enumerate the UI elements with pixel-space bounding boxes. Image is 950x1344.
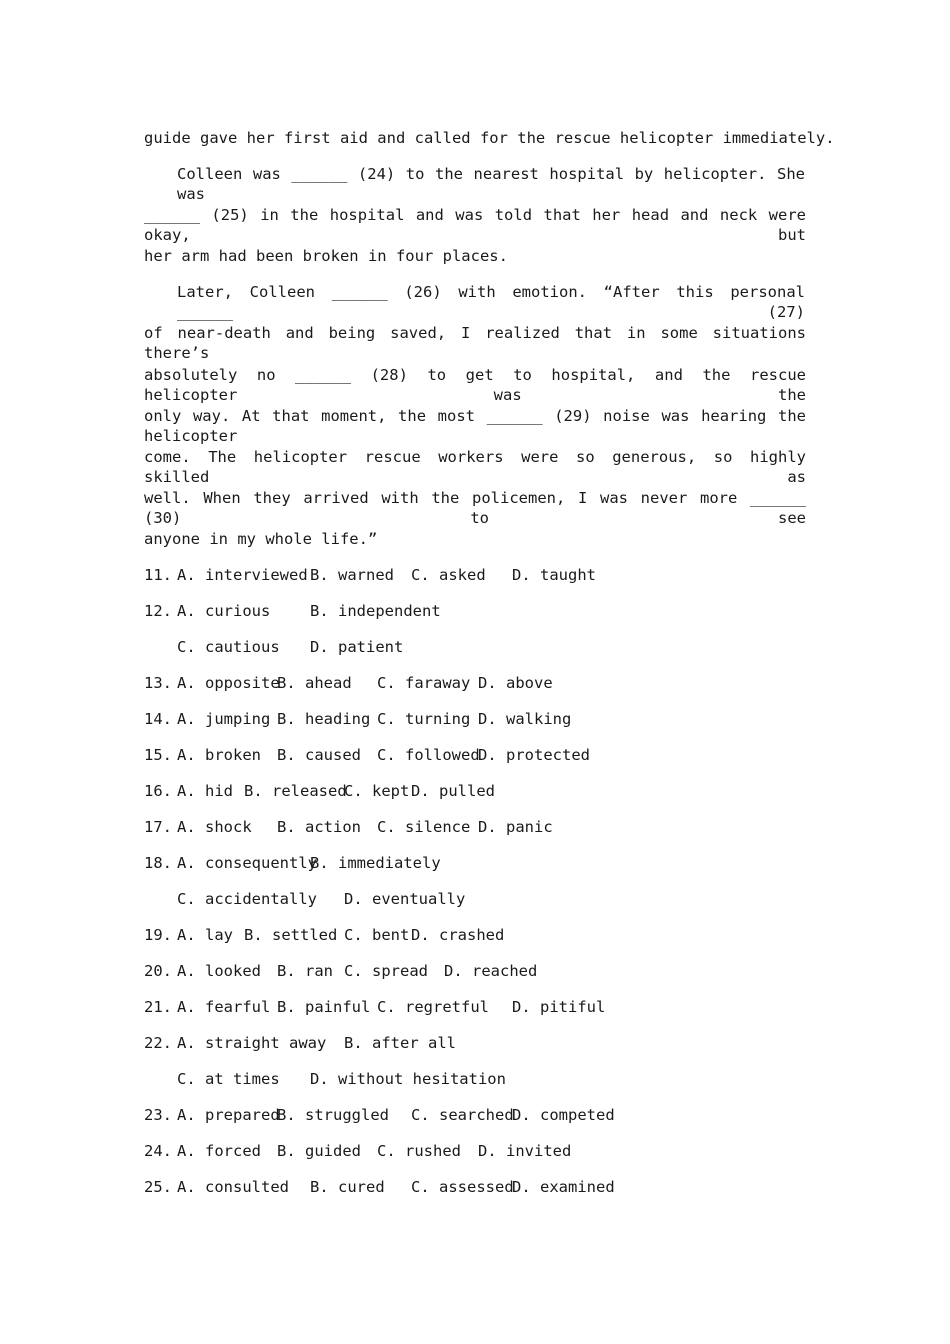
passage-line: only way. At that moment, the most ______ (29) noise was hearing the helicopter bbox=[144, 407, 806, 445]
option-c: C. followed bbox=[377, 746, 480, 764]
option-a: A. broken bbox=[177, 746, 261, 764]
option-b: B. warned bbox=[310, 566, 394, 584]
option-b: B. immediately bbox=[310, 854, 441, 872]
option-b: B. action bbox=[277, 818, 361, 836]
option-b: B. heading bbox=[277, 710, 371, 728]
option-d: D. pulled bbox=[411, 782, 495, 800]
option-a: A. consulted bbox=[177, 1178, 289, 1196]
question-number: 16. bbox=[144, 782, 172, 800]
option-d: D. eventually bbox=[344, 890, 466, 908]
option-b: B. ahead bbox=[277, 674, 352, 692]
option-c: C. rushed bbox=[377, 1142, 461, 1160]
option-d: D. crashed bbox=[411, 926, 505, 944]
passage-line: her arm had been broken in four places. bbox=[144, 247, 508, 265]
question-number: 12. bbox=[144, 602, 172, 620]
question-number: 24. bbox=[144, 1142, 172, 1160]
option-a: A. forced bbox=[177, 1142, 261, 1160]
option-a: A. hid bbox=[177, 782, 233, 800]
question-number: 23. bbox=[144, 1106, 172, 1124]
question-number: 13. bbox=[144, 674, 172, 692]
option-c: C. turning bbox=[377, 710, 471, 728]
passage-line: come. The helicopter rescue workers were so generous, so highly skilled as bbox=[144, 448, 806, 486]
passage-line: of near-death and being saved, I realized that in some situations there’s bbox=[144, 324, 806, 362]
option-b: B. struggled bbox=[277, 1106, 389, 1124]
option-d: D. above bbox=[478, 674, 553, 692]
question-number: 11. bbox=[144, 566, 172, 584]
option-d: D. pitiful bbox=[512, 998, 606, 1016]
question-number: 15. bbox=[144, 746, 172, 764]
question-number: 22. bbox=[144, 1034, 172, 1052]
option-d: D. patient bbox=[310, 638, 404, 656]
option-a: A. looked bbox=[177, 962, 261, 980]
option-a: A. fearful bbox=[177, 998, 271, 1016]
option-b: B. caused bbox=[277, 746, 361, 764]
passage-line: Colleen was ______ (24) to the nearest hospital by helicopter. She was bbox=[177, 165, 805, 203]
option-a: A. shock bbox=[177, 818, 252, 836]
option-d: D. examined bbox=[512, 1178, 615, 1196]
option-d: D. protected bbox=[478, 746, 590, 764]
passage-line: well. When they arrived with the policemen, I was never more ______ (30) to see bbox=[144, 489, 806, 527]
option-b: B. independent bbox=[310, 602, 441, 620]
passage-line: anyone in my whole life.” bbox=[144, 530, 378, 548]
option-c: C. spread bbox=[344, 962, 428, 980]
option-a: A. curious bbox=[177, 602, 271, 620]
option-a: A. prepared bbox=[177, 1106, 280, 1124]
option-c: C. searched bbox=[411, 1106, 514, 1124]
option-b: B. painful bbox=[277, 998, 371, 1016]
question-number: 14. bbox=[144, 710, 172, 728]
option-d: D. panic bbox=[478, 818, 553, 836]
option-b: B. released bbox=[244, 782, 347, 800]
question-number: 19. bbox=[144, 926, 172, 944]
option-a: A. consequently bbox=[177, 854, 317, 872]
option-a: A. straight away bbox=[177, 1034, 327, 1052]
option-b: B. ran bbox=[277, 962, 333, 980]
option-c: C. asked bbox=[411, 566, 486, 584]
option-c: C. bent bbox=[344, 926, 410, 944]
option-c: C. assessed bbox=[411, 1178, 514, 1196]
option-b: B. guided bbox=[277, 1142, 361, 1160]
question-number: 20. bbox=[144, 962, 172, 980]
option-a: A. lay bbox=[177, 926, 233, 944]
question-number: 18. bbox=[144, 854, 172, 872]
passage-line: ______ (25) in the hospital and was told that her head and neck were okay, but bbox=[144, 206, 806, 244]
option-c: C. kept bbox=[344, 782, 410, 800]
option-c: C. silence bbox=[377, 818, 471, 836]
option-d: D. walking bbox=[478, 710, 572, 728]
passage-line: absolutely no ______ (28) to get to hospital, and the rescue helicopter was the bbox=[144, 366, 806, 404]
option-d: D. invited bbox=[478, 1142, 572, 1160]
passage-line: Later, Colleen ______ (26) with emotion. “After this personal ______ (27) bbox=[177, 283, 805, 321]
option-d: D. without hesitation bbox=[310, 1070, 506, 1088]
option-a: A. opposite bbox=[177, 674, 280, 692]
option-a: A. interviewed bbox=[177, 566, 308, 584]
option-b: B. settled bbox=[244, 926, 338, 944]
question-number: 25. bbox=[144, 1178, 172, 1196]
question-number: 21. bbox=[144, 998, 172, 1016]
option-a: A. jumping bbox=[177, 710, 271, 728]
option-c: C. regretful bbox=[377, 998, 489, 1016]
option-c: C. cautious bbox=[177, 638, 280, 656]
option-c: C. at times bbox=[177, 1070, 280, 1088]
option-c: C. faraway bbox=[377, 674, 471, 692]
option-d: D. taught bbox=[512, 566, 596, 584]
option-d: D. competed bbox=[512, 1106, 615, 1124]
option-b: B. after all bbox=[344, 1034, 456, 1052]
question-number: 17. bbox=[144, 818, 172, 836]
option-b: B. cured bbox=[310, 1178, 385, 1196]
option-c: C. accidentally bbox=[177, 890, 317, 908]
option-d: D. reached bbox=[444, 962, 538, 980]
passage-line: guide gave her first aid and called for the rescue helicopter immediately. bbox=[144, 129, 835, 147]
